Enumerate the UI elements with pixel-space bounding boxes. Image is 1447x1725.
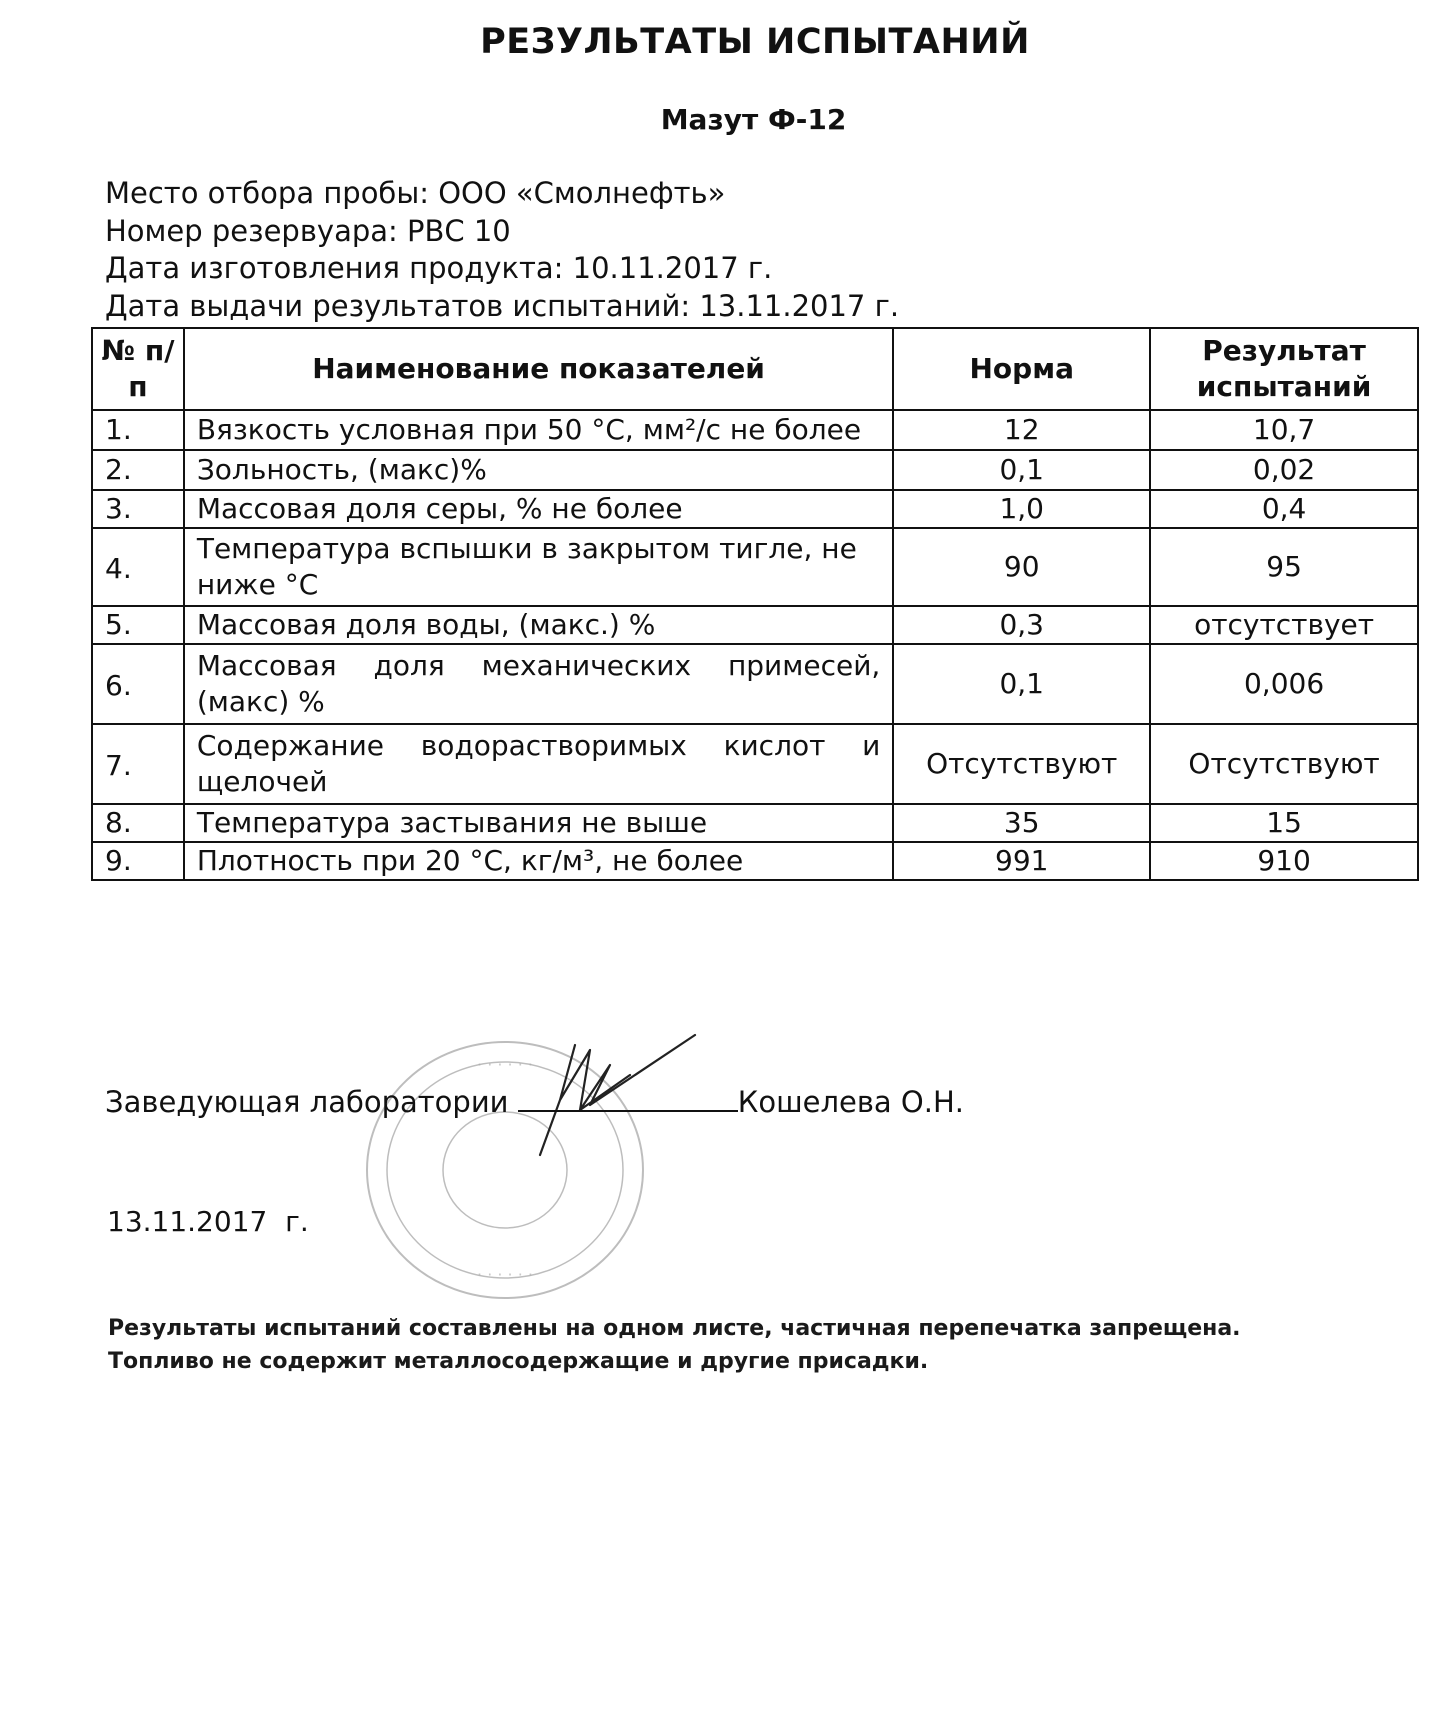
header-result: Результат испытаний <box>1150 328 1418 410</box>
row-num: 8. <box>92 804 184 842</box>
row-result: 910 <box>1150 842 1418 880</box>
footer-note-2: Топливо не содержит металлосодержащие и другие присадки. <box>108 1349 929 1374</box>
row-result: 15 <box>1150 804 1418 842</box>
row-norm: 0,3 <box>893 606 1150 644</box>
header-name: Наименование показателей <box>184 328 893 410</box>
info-sampling-place: Место отбора пробы: ООО «Смолнефть» <box>105 176 726 210</box>
table-row <box>92 644 1418 724</box>
svg-text:· · · · · ·: · · · · · · <box>477 1265 533 1284</box>
row-norm: 35 <box>893 804 1150 842</box>
row-num: 7. <box>92 724 184 804</box>
row-num: 3. <box>92 490 184 528</box>
row-name: Зольность, (макс)% <box>184 450 893 490</box>
sample-info <box>105 175 899 325</box>
row-norm: 1,0 <box>893 490 1150 528</box>
row-num: 4. <box>92 528 184 606</box>
table-row <box>92 528 1418 606</box>
table-row <box>92 490 1418 528</box>
signature-line <box>105 1082 964 1119</box>
row-num: 9. <box>92 842 184 880</box>
results-table <box>91 327 1419 881</box>
row-num: 1. <box>92 410 184 450</box>
header-norm: Норма <box>893 328 1150 410</box>
signature-underline <box>518 1082 738 1112</box>
row-result: 10,7 <box>1150 410 1418 450</box>
info-tank-number: Номер резервуара: РВС 10 <box>105 213 511 248</box>
row-result: отсутствует <box>1150 606 1418 644</box>
table-row <box>92 724 1418 804</box>
table-header-row <box>92 328 1418 410</box>
table-row <box>92 450 1418 490</box>
document-title: РЕЗУЛЬТАТЫ ИСПЫТАНИЙ <box>480 22 1030 62</box>
footer-note-1: Результаты испытаний составлены на одном листе, частичная перепечатка запрещена. <box>108 1316 1241 1341</box>
row-name: Температура вспышки в закрытом тигле, не ниже °С <box>184 528 893 606</box>
row-norm: 0,1 <box>893 644 1150 724</box>
row-result: 0,4 <box>1150 490 1418 528</box>
row-num: 5. <box>92 606 184 644</box>
row-num: 2. <box>92 450 184 490</box>
row-num: 6. <box>92 644 184 724</box>
info-production-date: Дата изготовления продукта: 10.11.2017 г. <box>105 251 773 285</box>
table-row <box>92 606 1418 644</box>
signer-name: Кошелева О.Н. <box>737 1085 964 1119</box>
table-row <box>92 842 1418 880</box>
row-norm: 90 <box>893 528 1150 606</box>
row-norm: Отсутствуют <box>893 724 1150 804</box>
lab-stamp-image <box>355 1030 655 1310</box>
svg-text:· · · · · ·: · · · · · · <box>477 1055 533 1074</box>
row-name: Массовая доля воды, (макс.) % <box>184 606 893 644</box>
header-num: № п/п <box>92 328 184 410</box>
signer-position: Заведующая лаборатории <box>105 1085 509 1119</box>
row-name: Вязкость условная при 50 °С, мм²/с не более <box>184 410 893 450</box>
row-name: Температура застывания не выше <box>184 804 893 842</box>
row-name: Массовая доля серы, % не более <box>184 490 893 528</box>
row-name: Массовая доля механических примесей, (макс) % <box>184 644 893 724</box>
row-name: Содержание водорастворимых кислот и щелочей <box>184 724 893 804</box>
row-result: 0,006 <box>1150 644 1418 724</box>
signature-date: 13.11.2017 г. <box>107 1205 309 1238</box>
row-result: 0,02 <box>1150 450 1418 490</box>
row-result: Отсутствуют <box>1150 724 1418 804</box>
row-name: Плотность при 20 °С, кг/м³, не более <box>184 842 893 880</box>
row-result: 95 <box>1150 528 1418 606</box>
product-name: Мазут Ф-12 <box>660 103 847 136</box>
row-norm: 12 <box>893 410 1150 450</box>
table-row <box>92 410 1418 450</box>
table-row <box>92 804 1418 842</box>
row-norm: 991 <box>893 842 1150 880</box>
info-issue-date: Дата выдачи результатов испытаний: 13.11.2017 г. <box>105 288 900 323</box>
footer-notes <box>108 1312 1241 1378</box>
row-norm: 0,1 <box>893 450 1150 490</box>
